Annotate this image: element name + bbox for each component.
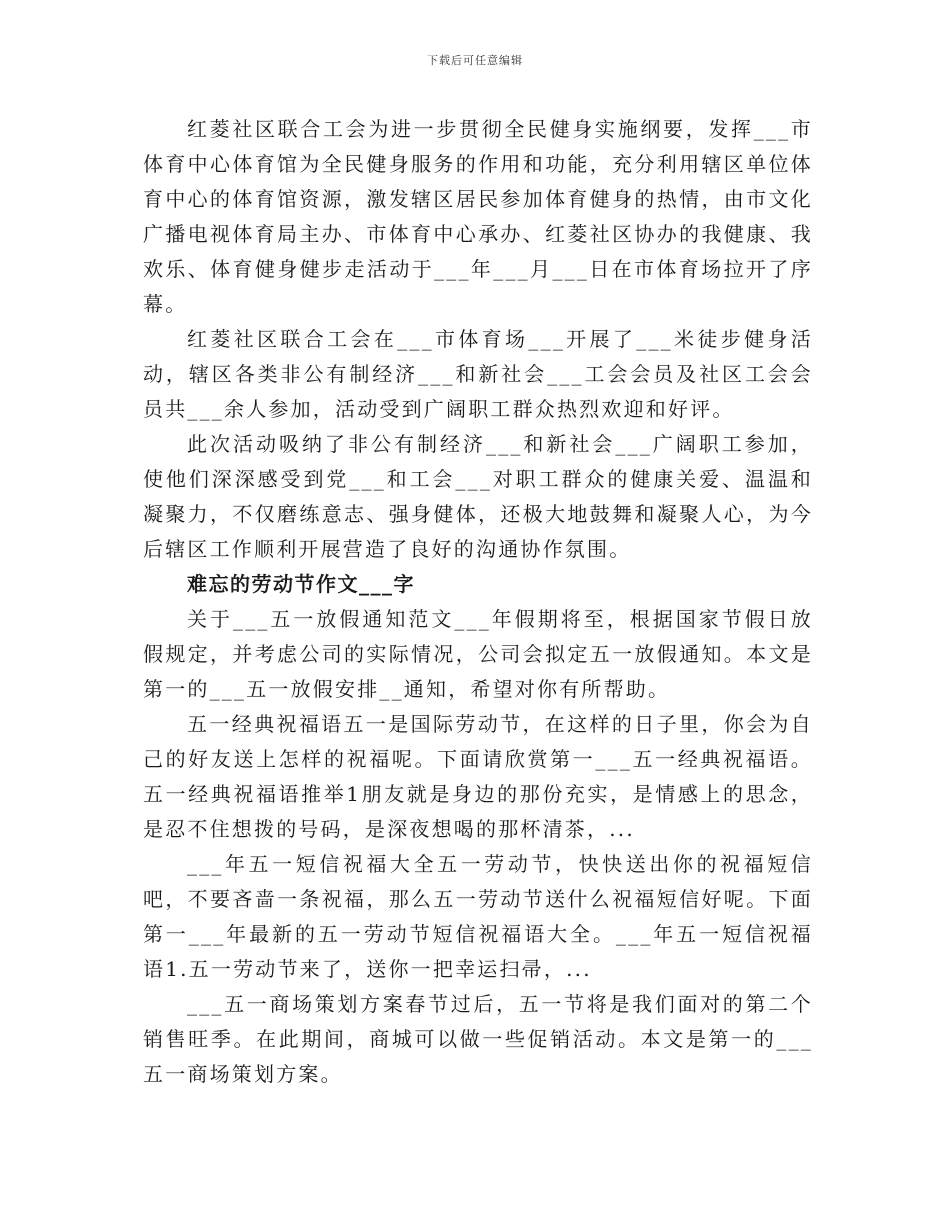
paragraph-7: ___五一商场策划方案春节过后，五一节将是我们面对的第二个销售旺季。在此期间，商城可以做一些促销活动。本文是第一的___五一商场策划方案。: [143, 992, 813, 1086]
paragraph-5: 五一经典祝福语五一是国际劳动节，在这样的日子里，你会为自己的好友送上怎样的祝福呢。下面请欣赏第一___五一经典祝福语。五一经典祝福语推举1朋友就是身边的那份充实，是情感上的思念，是忍不住想拨的号码，是深夜想喝的那杯清茶，...: [143, 712, 813, 841]
section-heading: 难忘的劳动节作文___字: [187, 572, 415, 596]
paragraph-4: 关于___五一放假通知范文___年假期将至，根据国家节假日放假规定，并考虑公司的实际情况，公司会拟定五一放假通知。本文是第一的___五一放假安排__通知，希望对你有所帮助。: [143, 607, 813, 701]
page-header: 下载后可任意编辑: [427, 54, 523, 67]
paragraph-3: 此次活动吸纳了非公有制经济___和新社会___广阔职工参加，使他们深深感受到党___和工会___对职工群众的健康关爱、温温和凝聚力，不仅磨练意志、强身健体，还极大地鼓舞和凝聚人心，为今后辖区工作顺利开展营造了良好的沟通协作氛围。: [143, 432, 813, 561]
paragraph-1: 红菱社区联合工会为进一步贯彻全民健身实施纲要，发挥___市体育中心体育馆为全民健身服务的作用和功能，充分利用辖区单位体育中心的体育馆资源，激发辖区居民参加体育健身的热情，由市文化广播电视体育局主办、市体育中心承办、红菱社区协办的我健康、我欢乐、体育健身健步走活动于___年___月___日在市体育场拉开了序幕。: [143, 117, 813, 316]
paragraph-2: 红菱社区联合工会在___市体育场___开展了___米徒步健身活动，辖区各类非公有制经济___和新社会___工会会员及社区工会会员共___余人参加，活动受到广阔职工群众热烈欢迎和好评。: [143, 327, 813, 421]
document-body: [143, 112, 813, 1092]
paragraph-6: ___年五一短信祝福大全五一劳动节，快快送出你的祝福短信吧，不要吝啬一条祝福，那么五一劳动节送什么祝福短信好呢。下面第一___年最新的五一劳动节短信祝福语大全。___年五一短信祝福语1.五一劳动节来了，送你一把幸运扫帚，...: [143, 852, 813, 981]
